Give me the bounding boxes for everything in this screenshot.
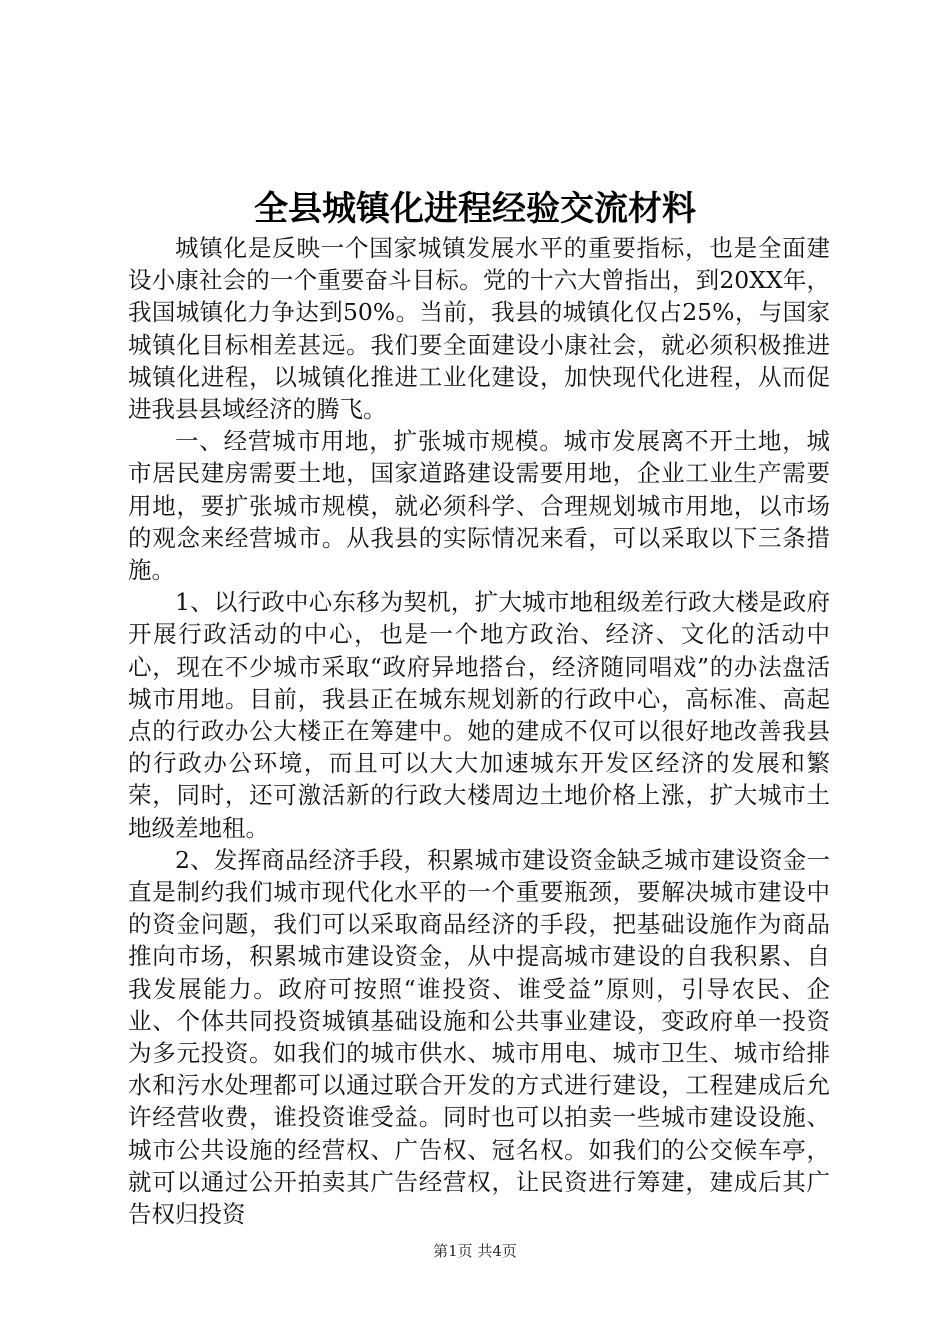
document-title: 全县城镇化进程经验交流材料 (254, 189, 696, 229)
paragraph-measure-one: 1、以行政中心东移为契机，扩大城市地租级差行政大楼是政府开展行政活动的中心，也是一个地方政治、经济、文化的活动中心，现在不少城市采取“政府异地搭台，经济随同唱戏”的办法盘活城市用地。目前，我县正在城东规划新的行政中心，高标准、高起点的行政办公大楼正在筹建中。她的建成不仅可以很好地改善我县的行政办公环境，而且可以大大加速城东开发区经济的发展和繁荣，同时，还可激活新的行政大楼周边土地价格上涨，扩大城市土地级差地租。 (128, 588, 830, 842)
paragraph-measure-two: 2、发挥商品经济手段，积累城市建设资金缺乏城市建设资金一直是制约我们城市现代化水平的一个重要瓶颈，要解决城市建设中的资金问题，我们可以采取商品经济的手段，把基础设施作为商品推向市场，积累城市建设资金，从中提高城市建设的自我积累、自我发展能力。政府可按照“谁投资、谁受益”原则，引导农民、企业、个体共同投资城镇基础设施和公共事业建设，变政府单一投资为多元投资。如我们的城市供水、城市用电、城市卫生、城市给排水和污水处理都可以通过联合开发的方式进行建设，工程建成后允许经营收费，谁投资谁受益。同时也可以拍卖一些城市建设设施、城市公共设施的经营权、广告权、冠名权。如我们的公交候车亭，就可以通过公开拍卖其广告经营权，让民资进行筹建，建成后其广告权归投资 (128, 845, 830, 1229)
paragraph-section-one: 一、经营城市用地，扩张城市规模。城市发展离不开土地，城市居民建房需要土地，国家道路建设需要用地，企业工业生产需要用地，要扩张城市规模，就必须科学、合理规划城市用地，以市场的观念来经营城市。从我县的实际情况来看，可以采取以下三条措施。 (128, 427, 830, 585)
paragraph-intro: 城镇化是反映一个国家城镇发展水平的重要指标，也是全面建设小康社会的一个重要奋斗目标。党的十六大曾指出，到20XX年，我国城镇化力争达到50%。当前，我县的城镇化仅占25%，与国家城镇化目标相差甚远。我们要全面建设小康社会，就必须积极推进城镇化进程，以城镇化推进工业化建设，加快现代化进程，从而促进我县县域经济的腾飞。 (128, 234, 830, 424)
page-number-footer: 第1页 共4页 (433, 1242, 517, 1260)
document-body (128, 232, 830, 1230)
